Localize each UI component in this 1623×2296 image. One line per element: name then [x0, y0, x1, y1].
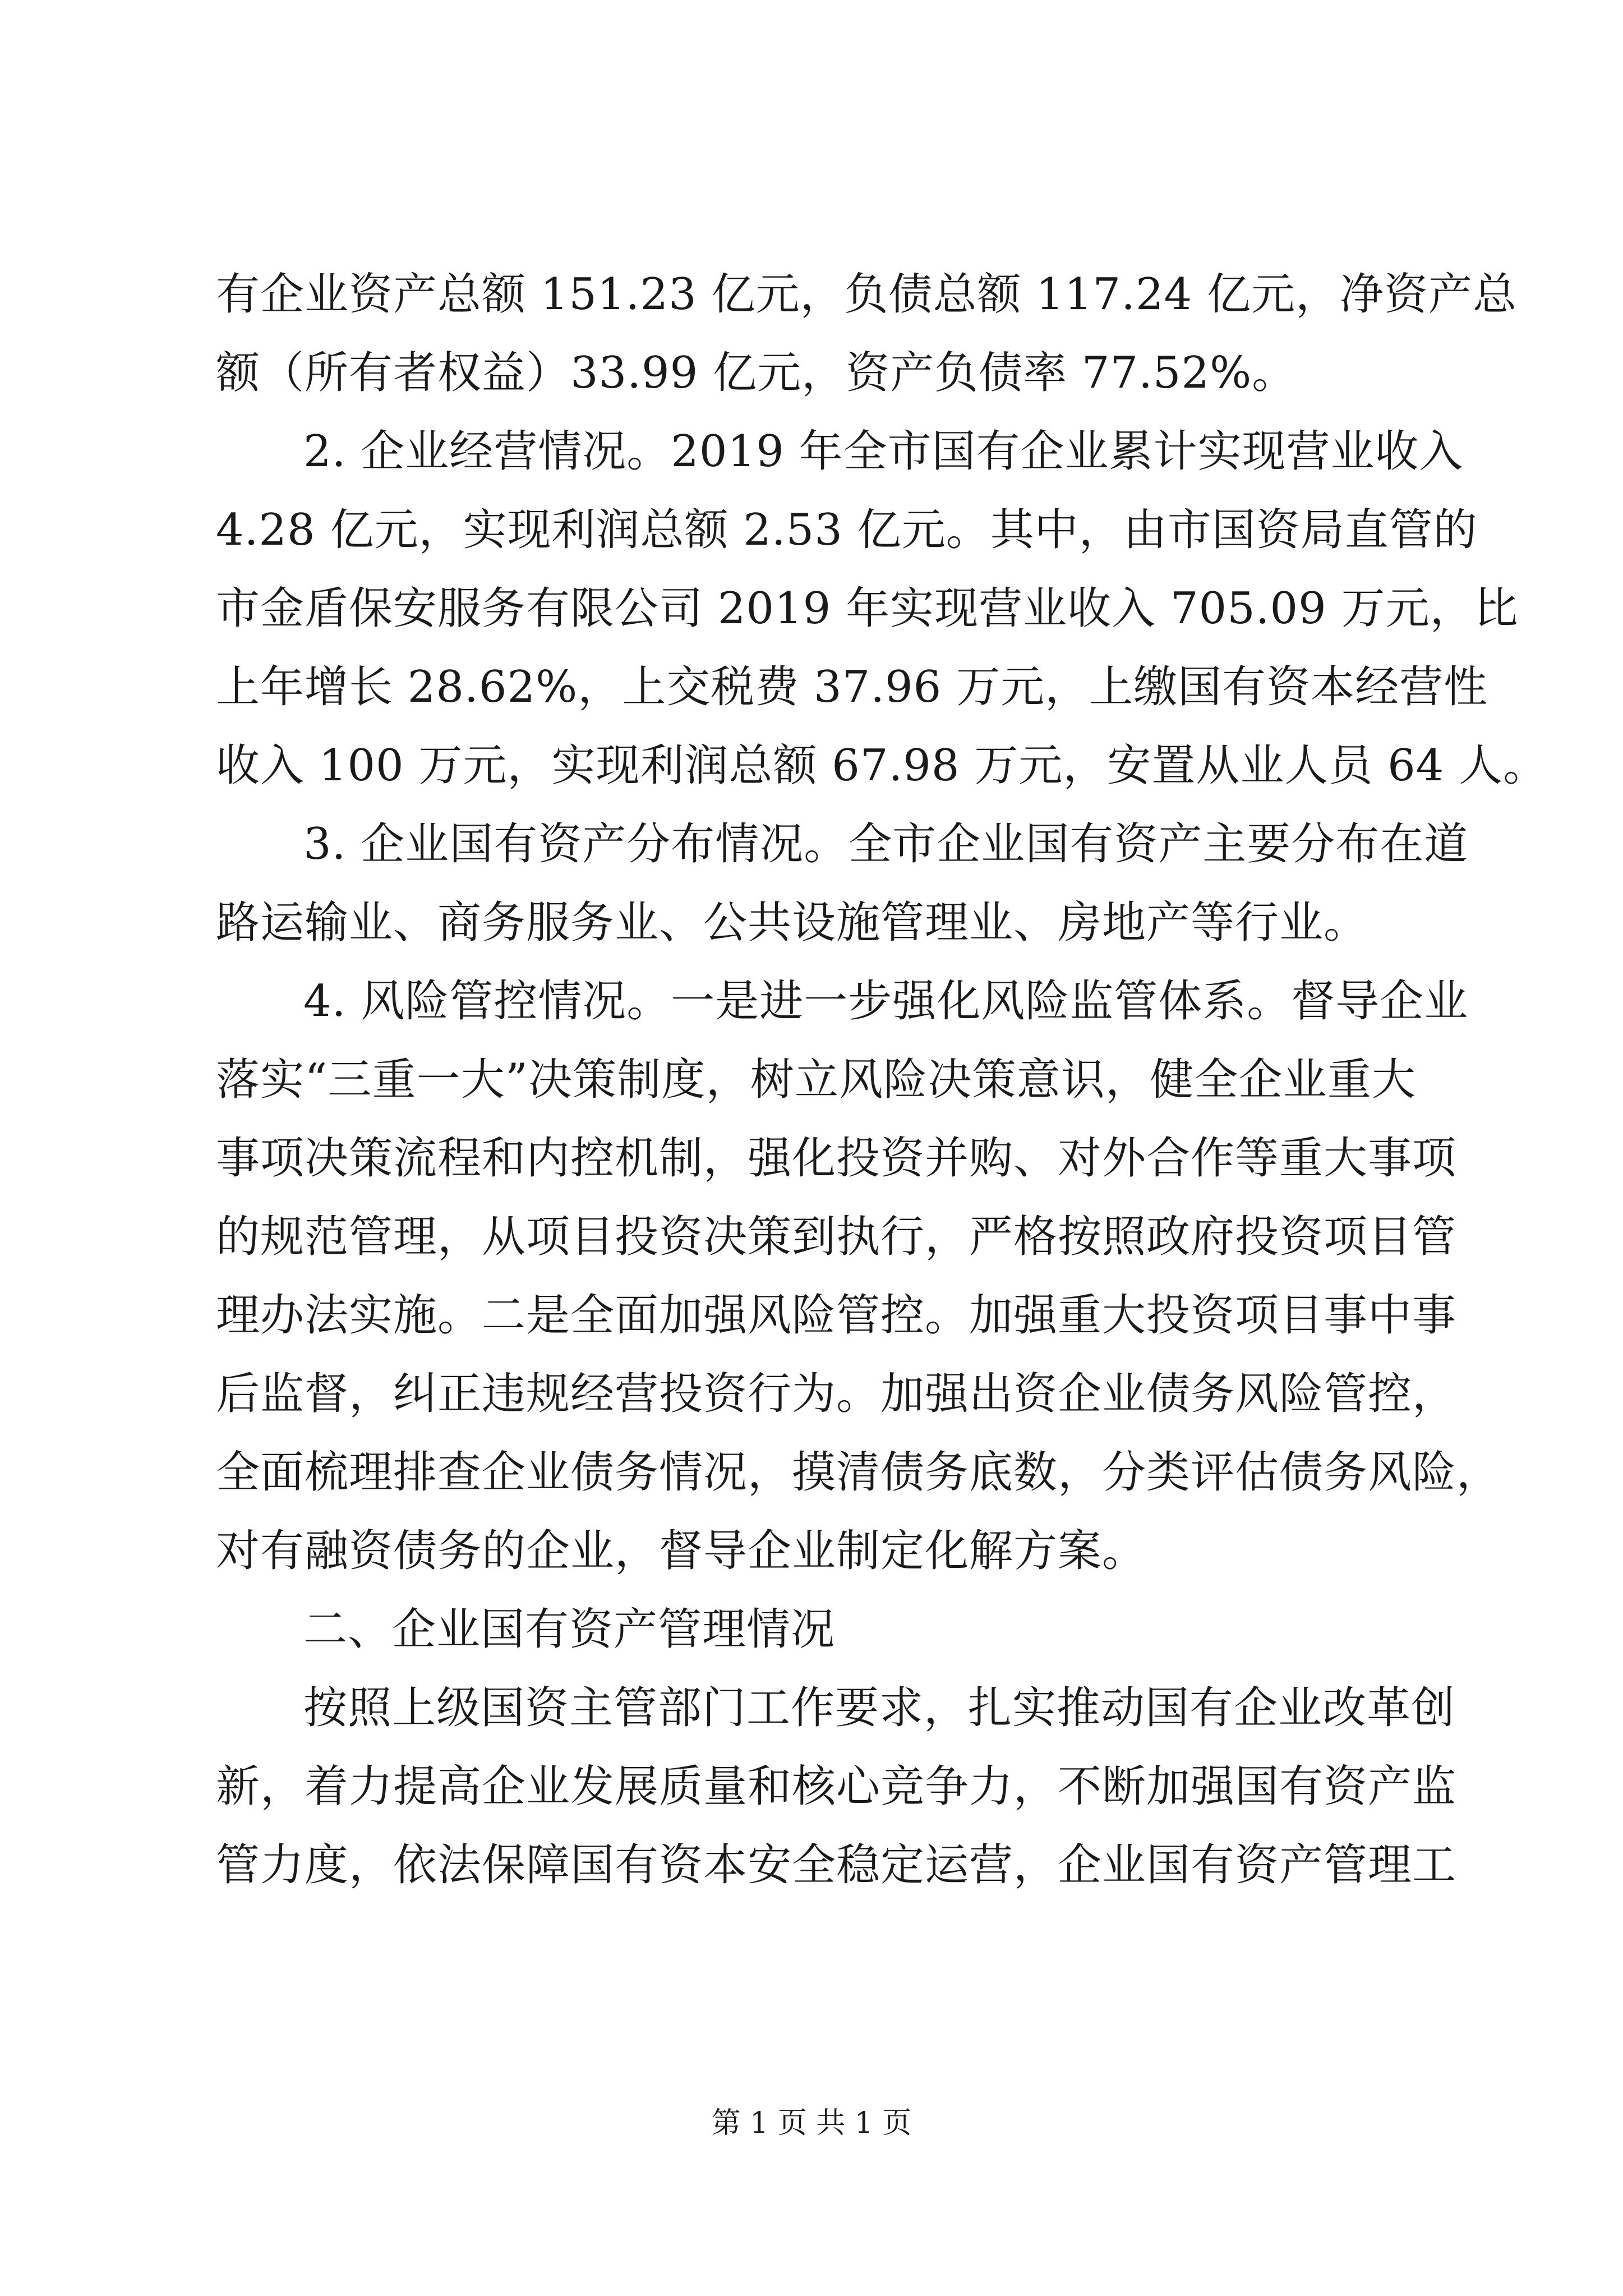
text-line: 管力度，依法保障国有资本安全稳定运营，企业国有资产管理工: [216, 1840, 1457, 1890]
text-line: 3. 企业国有资产分布情况。全市企业国有资产主要分布在道: [303, 819, 1469, 869]
text-line: 收入 100 万元，实现利润总额 67.98 万元，安置从业人员 64 人。: [216, 740, 1548, 791]
text-line: 市金盾保安服务有限公司 2019 年实现营业收入 705.09 万元，比: [216, 583, 1519, 634]
text-line: 落实“三重一大”决策制度，树立风险决策意识，健全企业重大: [216, 1055, 1416, 1105]
text-line: 理办法实施。二是全面加强风险管控。加强重大投资项目事中事: [216, 1290, 1457, 1341]
text-line: 对有融资债务的企业，督导企业制定化解方案。: [216, 1526, 1147, 1576]
text-line: 路运输业、商务服务业、公共设施管理业、房地产等行业。: [216, 898, 1368, 948]
text-line: 新，着力提高企业发展质量和核心竞争力，不断加强国有资产监: [216, 1761, 1457, 1812]
text-line: 4.28 亿元，实现利润总额 2.53 亿元。其中，由市国资局直管的: [216, 505, 1478, 555]
text-line: 有企业资产总额 151.23 亿元，负债总额 117.24 亿元，净资产总: [216, 269, 1518, 320]
page-footer: 第 1 页 共 1 页: [711, 2106, 912, 2140]
text-line: 2. 企业经营情况。2019 年全市国有企业累计实现营业收入: [303, 426, 1464, 477]
text-line: 按照上级国资主管部门工作要求，扎实推动国有企业改革创: [303, 1683, 1456, 1733]
section-heading: 二、企业国有资产管理情况: [303, 1604, 836, 1655]
text-line: 额（所有者权益）33.99 亿元，资产负债率 77.52%。: [216, 348, 1297, 398]
text-line: 后监督，纠正违规经营投资行为。加强出资企业债务风险管控，: [216, 1369, 1457, 1419]
text-line: 上年增长 28.62%，上交税费 37.96 万元，上缴国有资本经营性: [216, 662, 1488, 712]
document-body: [216, 255, 1548, 1904]
text-line: 事项决策流程和内控机制，强化投资并购、对外合作等重大事项: [216, 1133, 1457, 1184]
text-line: 4. 风险管控情况。一是进一步强化风险监管体系。督导企业: [303, 976, 1469, 1027]
text-line: 的规范管理，从项目投资决策到执行，严格按照政府投资项目管: [216, 1212, 1457, 1262]
text-line: 全面梳理排查企业债务情况，摸清债务底数，分类评估债务风险，: [216, 1447, 1501, 1498]
